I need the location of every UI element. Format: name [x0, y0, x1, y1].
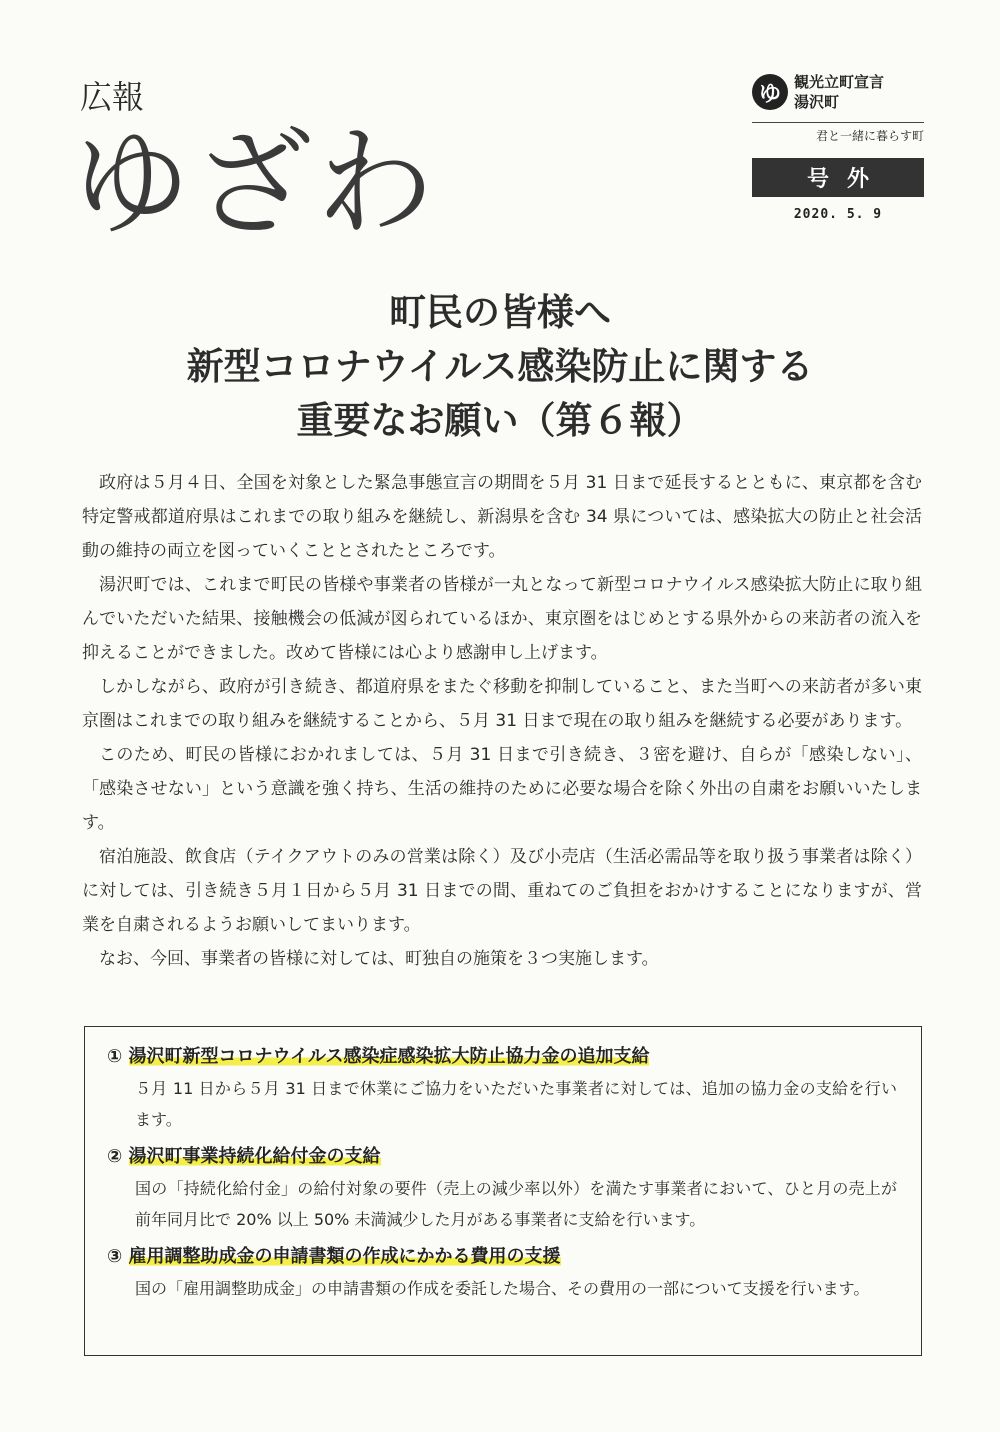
measure-title: [107, 1141, 897, 1173]
body-paragraph: しかしながら、政府が引き続き、都道府県をまたぐ移動を抑制していること、また当町への来訪者が多い東京圏はこれまでの取り組みを継続することから、５月 31 日まで現在の取り組みを継続する必要があります。: [82, 677, 922, 731]
measure-description: 国の「持続化給付金」の給付対象の要件（売上の減少率以外）を満たす事業者において、ひと月の売上が前年同月比で 20% 以上 50% 未満減少した月がある事業者に支給を行います。: [135, 1179, 897, 1229]
measure-description: 国の「雇用調整助成金」の申請書類の作成を委託した場合、その費用の一部について支援を行います。: [135, 1279, 870, 1298]
town-declaration: 観光立町宣言: [794, 73, 885, 91]
measure-number: ②: [107, 1146, 123, 1167]
town-slogan: 君と一緒に暮らす町: [752, 122, 924, 144]
body-paragraph: なお、今回、事業者の皆様に対しては、町独自の施策を３つ実施します。: [99, 949, 659, 969]
edition-badge: 号外: [752, 158, 924, 197]
body-paragraph: 政府は５月４日、全国を対象とした緊急事態宣言の期間を５月 31 日まで延長するとともに、東京都を含む特定警戒都道府県はこれまでの取り組みを継続し、新潟県を含む 34 県については、感染拡大の防止と社会活動の維持の両立を図っていくこととされたところです。: [82, 473, 922, 561]
measure-title-text: 雇用調整助成金の申請書類の作成にかかる費用の支援: [128, 1246, 561, 1267]
measure-title: [107, 1041, 897, 1073]
town-logo-icon: ゆ: [752, 74, 788, 110]
headline-line-2: 新型コロナウイルス感染防止に関する: [186, 345, 814, 388]
issue-date: 2020. 5. 9: [793, 207, 883, 222]
measure-description: ５月 11 日から５月 31 日まで休業にご協力をいただいた事業者に対しては、追加の協力金の支給を行います。: [135, 1079, 897, 1129]
town-name-group: [794, 72, 884, 112]
masthead-label: 広報: [80, 78, 145, 116]
headline-line-1: 町民の皆様へ: [389, 291, 611, 334]
body-paragraph: 宿泊施設、飲食店（テイクアウトのみの営業は除く）及び小売店（生活必需品等を取り扱う事業者は除く）に対しては、引き続き５月１日から５月 31 日までの間、重ねてのご負担をおかけすることになりますが、営業を自粛されるようお願いしてまいります。: [82, 847, 922, 935]
measure-item: [107, 1041, 897, 1135]
measure-title-text: 湯沢町新型コロナウイルス感染症感染拡大防止協力金の追加支給: [128, 1046, 650, 1067]
measure-item: [107, 1241, 897, 1304]
measure-number: ①: [107, 1046, 123, 1067]
headline: [0, 286, 1000, 448]
body-paragraph: このため、町民の皆様におかれましては、５月 31 日まで引き続き、３密を避け、自らが「感染しない」、「感染させない」という意識を強く持ち、生活の維持のために必要な場合を除く外出の自粛をお願いいたします。: [82, 745, 922, 833]
town-header: [752, 72, 924, 112]
measure-item: [107, 1141, 897, 1235]
measure-number: ③: [107, 1246, 123, 1267]
body-text: [82, 466, 922, 976]
masthead-title: ゆざわ: [72, 114, 439, 252]
measures-box: [84, 1026, 922, 1356]
body-paragraph: 湯沢町では、これまで町民の皆様や事業者の皆様が一丸となって新型コロナウイルス感染拡大防止に取り組んでいただいた結果、接触機会の低減が図られているほか、東京圏をはじめとする県外からの来訪者の流入を抑えることができました。改めて皆様には心より感謝申し上げます。: [82, 575, 922, 663]
town-block: [752, 72, 924, 222]
headline-line-3: 重要なお願い（第６報）: [296, 399, 704, 442]
measure-title: [107, 1241, 897, 1273]
measure-title-text: 湯沢町事業持続化給付金の支給: [128, 1146, 381, 1167]
town-name: 湯沢町: [794, 93, 840, 111]
